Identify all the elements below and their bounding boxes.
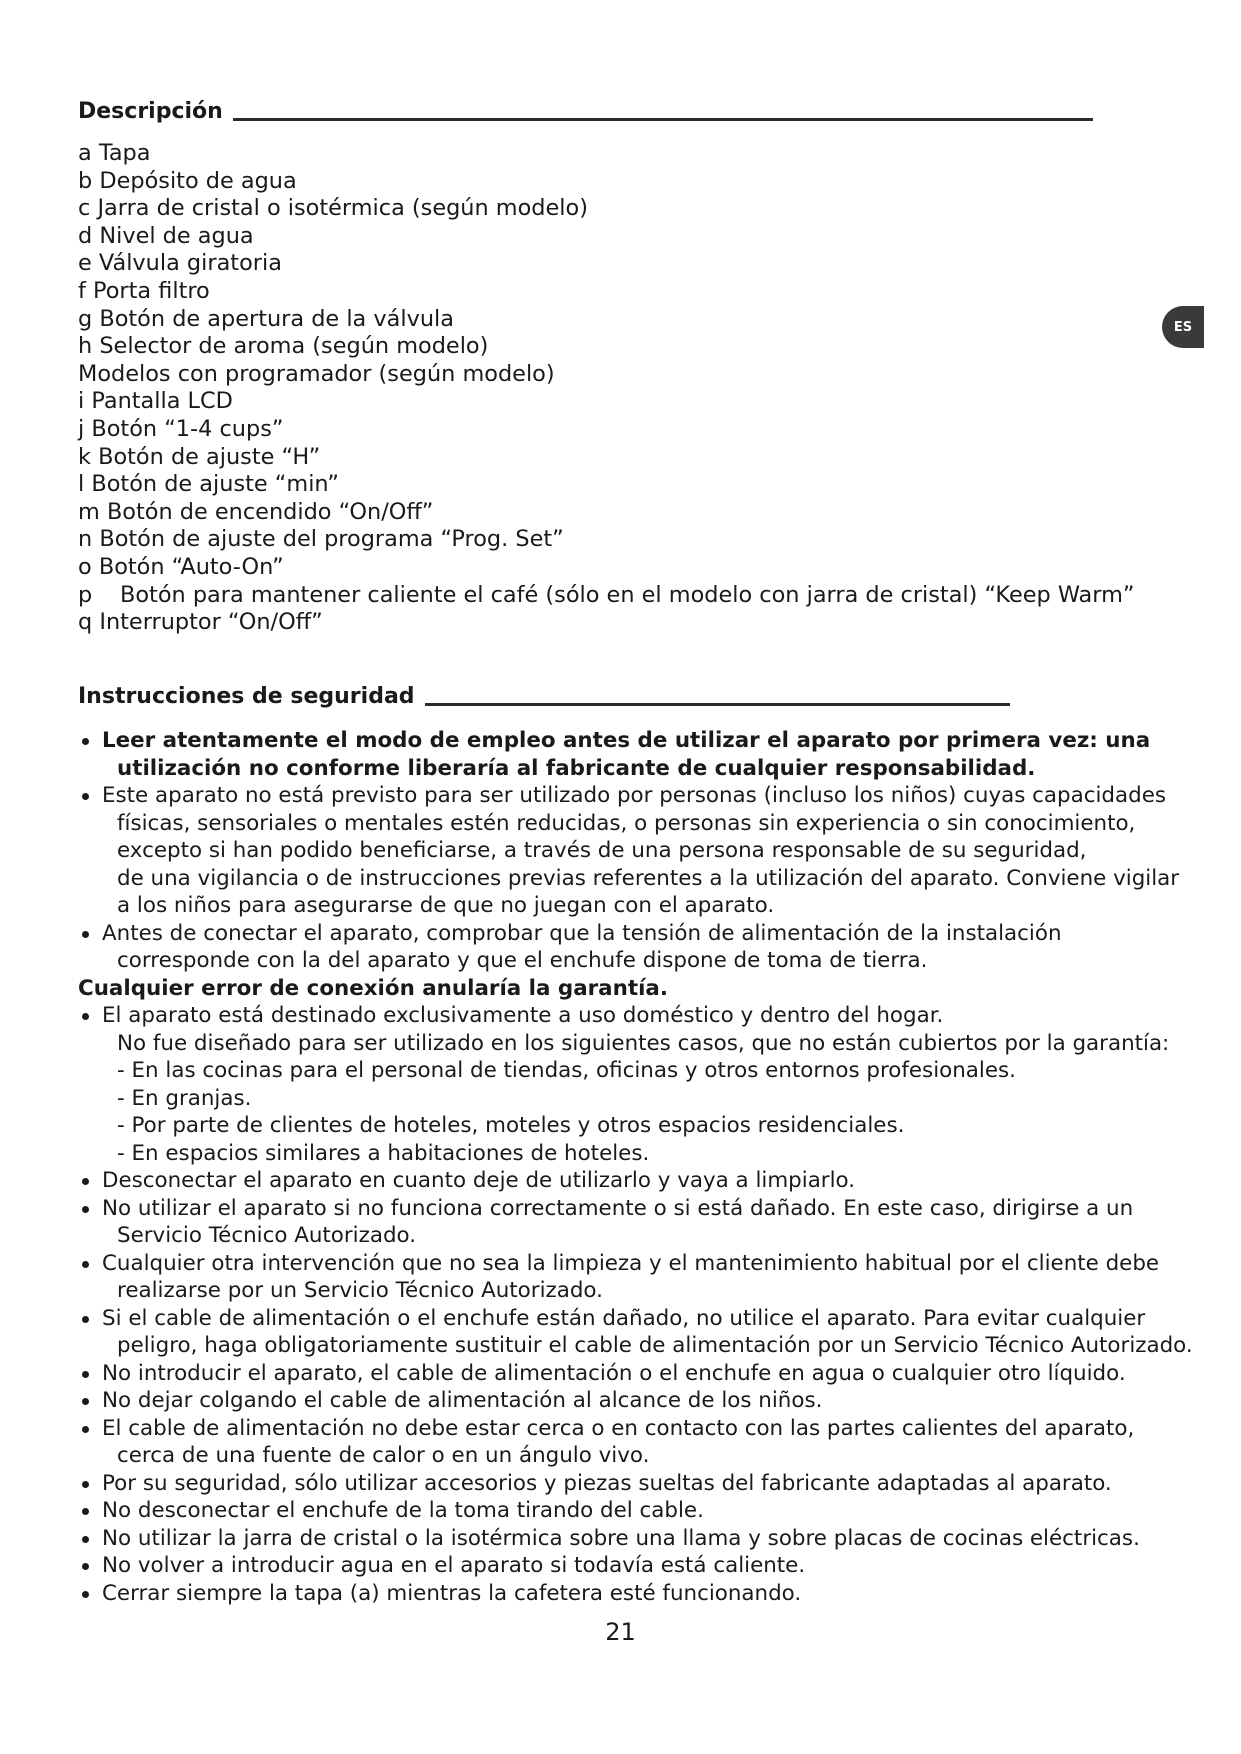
safety-item-continuation: de una vigilancia o de instrucciones previas referentes a la utilización del aparato. Conviene vigilar <box>117 865 1180 891</box>
page-number: 21 <box>605 1618 636 1646</box>
safety-item <box>78 1167 1178 1195</box>
safety-item-text: No utilizar la jarra de cristal o la isotérmica sobre una llama y sobre placas de cocinas eléctricas. <box>102 1525 1140 1551</box>
safety-item-continuation: - Por parte de clientes de hoteles, moteles y otros espacios residenciales. <box>117 1113 905 1138</box>
safety-item-continuation: excepto si han podido beneficiarse, a través de una persona responsable de su seguridad, <box>117 838 1087 863</box>
list-item: k Botón de ajuste “H” <box>78 443 321 470</box>
safety-item-text: El cable de alimentación no debe estar cerca o en contacto con las partes calientes del aparato, <box>102 1415 1135 1441</box>
description-heading <box>78 101 1093 123</box>
parts-list <box>78 140 1135 637</box>
safety-item-text: No volver a introducir agua en el aparato si todavía está caliente. <box>102 1553 806 1578</box>
safety-item-continuation: realizarse por un Servicio Técnico Autorizado. <box>117 1278 603 1303</box>
safety-item-continuation: - En las cocinas para el personal de tiendas, oficinas y otros entornos profesionales. <box>117 1058 1016 1083</box>
safety-item-continuation: corresponde con la del aparato y que el enchufe dispone de toma de tierra. <box>117 948 928 973</box>
list-item: f Porta filtro <box>78 277 210 304</box>
list-item: m Botón de encendido “On/Off” <box>78 498 434 525</box>
list-item: q Interruptor “On/Off” <box>78 609 323 636</box>
list-item: d Nivel de agua <box>78 222 254 249</box>
safety-item <box>78 1360 1178 1388</box>
safety-item <box>78 975 1178 1003</box>
safety-item-continuation: cerca de una fuente de calor o en un ángulo vivo. <box>117 1443 650 1468</box>
safety-item-text: No introducir el aparato, el cable de alimentación o el enchufe en agua o cualquier otro líquido. <box>102 1360 1126 1386</box>
heading-rule <box>233 118 1093 121</box>
safety-item-continuation: físicas, sensoriales o mentales estén reducidas, o personas sin experiencia o sin conocimiento, <box>117 810 1136 836</box>
safety-list <box>78 727 1193 1607</box>
safety-item-continuation: a los niños para asegurarse de que no juegan con el aparato. <box>117 893 775 918</box>
safety-item <box>78 1497 1178 1525</box>
safety-item-text: Este aparato no está previsto para ser utilizado por personas (incluso los niños) cuyas capacidades <box>102 783 1166 808</box>
safety-item <box>78 1195 1178 1250</box>
safety-item-text: Antes de conectar el aparato, comprobar que la tensión de alimentación de la instalación <box>102 920 1062 946</box>
safety-item-text: Desconectar el aparato en cuanto deje de utilizarlo y vaya a limpiarlo. <box>102 1168 856 1193</box>
safety-title: Instrucciones de seguridad <box>78 684 415 709</box>
safety-item-continuation: Servicio Técnico Autorizado. <box>117 1223 417 1248</box>
safety-item-text: No dejar colgando el cable de alimentación al alcance de los niños. <box>102 1388 823 1413</box>
safety-item-continuation: No fue diseñado para ser utilizado en los siguientes casos, que no están cubiertos por la garantía: <box>117 1030 1170 1056</box>
language-tab: ES <box>1162 306 1204 348</box>
list-item: n Botón de ajuste del programa “Prog. Set” <box>78 526 564 553</box>
safety-item-text: No utilizar el aparato si no funciona correctamente o si está dañado. En este caso, dirigirse a un <box>102 1195 1134 1221</box>
safety-item-continuation: - En espacios similares a habitaciones de hoteles. <box>117 1140 650 1166</box>
list-subheading: Modelos con programador (según modelo) <box>78 360 555 387</box>
safety-item <box>78 782 1178 920</box>
safety-item-text: Cerrar siempre la tapa (a) mientras la cafetera esté funcionando. <box>102 1580 802 1606</box>
safety-item <box>78 1580 1178 1608</box>
list-item: o Botón “Auto-On” <box>78 553 284 580</box>
list-item: e Válvula giratoria <box>78 250 282 277</box>
safety-item-text: Cualquier otra intervención que no sea la limpieza y el mantenimiento habitual por el cliente debe <box>102 1250 1160 1276</box>
safety-item <box>78 1305 1193 1360</box>
safety-item-text: Por su seguridad, sólo utilizar accesorios y piezas sueltas del fabricante adaptadas al aparato. <box>102 1470 1112 1496</box>
safety-item <box>78 1525 1178 1553</box>
safety-item-continuation: - En granjas. <box>117 1085 252 1111</box>
safety-item <box>78 1387 1178 1415</box>
safety-item <box>78 1250 1178 1305</box>
safety-heading <box>78 686 1010 708</box>
safety-item <box>78 1470 1178 1498</box>
list-item: j Botón “1-4 cups” <box>78 415 284 442</box>
description-title: Descripción <box>78 99 223 124</box>
list-item: b Depósito de agua <box>78 167 297 194</box>
list-item: g Botón de apertura de la válvula <box>78 305 454 332</box>
list-item: l Botón de ajuste “min” <box>78 471 339 498</box>
safety-item-text: El aparato está destinado exclusivamente a uso doméstico y dentro del hogar. <box>102 1003 944 1028</box>
safety-item <box>78 1552 1178 1580</box>
heading-rule <box>425 703 1010 706</box>
safety-item <box>78 727 1178 782</box>
safety-item <box>78 920 1178 975</box>
safety-item-text: No desconectar el enchufe de la toma tirando del cable. <box>102 1498 704 1523</box>
list-item: c Jarra de cristal o isotérmica (según modelo) <box>78 195 588 222</box>
list-item: a Tapa <box>78 140 151 166</box>
safety-item-text: Cualquier error de conexión anularía la garantía. <box>78 975 668 1001</box>
list-item: i Pantalla LCD <box>78 388 233 415</box>
safety-item-continuation: peligro, haga obligatoriamente sustituir el cable de alimentación por un Servicio Técnico Autorizado. <box>117 1333 1193 1358</box>
safety-item <box>78 1415 1178 1470</box>
safety-item-text: Leer atentamente el modo de empleo antes de utilizar el aparato por primera vez: una <box>102 728 1151 753</box>
safety-item-text: Si el cable de alimentación o el enchufe están dañado, no utilice el aparato. Para evitar cualquier <box>102 1305 1146 1331</box>
list-item: p Botón para mantener caliente el café (sólo en el modelo con jarra de cristal) “Keep Warm” <box>78 581 1135 608</box>
list-item: h Selector de aroma (según modelo) <box>78 333 489 360</box>
safety-item <box>78 1002 1178 1167</box>
safety-item-continuation: utilización no conforme liberaría al fabricante de cualquier responsabilidad. <box>117 755 1036 781</box>
